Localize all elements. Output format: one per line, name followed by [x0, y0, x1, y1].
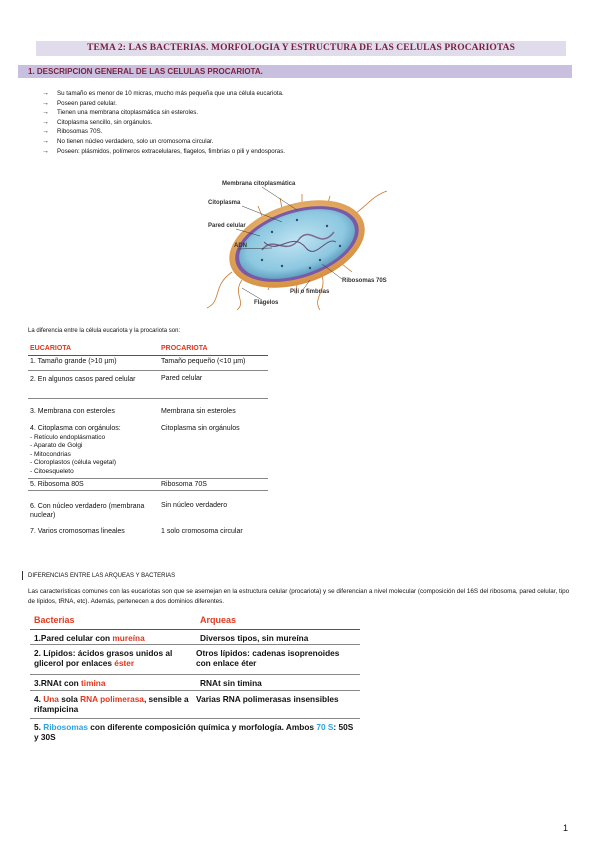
label-flagelos: Flagelos: [254, 300, 279, 306]
list-item: → Ribosomas 70S.: [42, 128, 103, 136]
table1-head-right: PROCARIOTA: [161, 345, 208, 352]
list-item: → Poseen: plásmidos, polímeros extracelulares, flagelos, fimbrias o pili y endosporas.: [42, 147, 286, 155]
page-title: TEMA 2: LAS BACTERIAS. MORFOLOGIA Y ESTRUCTURA DE LAS CELULAS PROCARIOTAS: [36, 41, 566, 56]
text-cursor: [22, 571, 23, 580]
arrow-icon: →: [42, 128, 49, 136]
label-adn: ADN: [234, 243, 247, 249]
table-row: 4. Citoplasma con orgánulos: - Retículo endoplásmatico - Aparato de Golgi - Mitocondrias - Cloroplastos (célula vegetal) - Citoesqueleto Citoplasma sin orgánulos: [28, 421, 268, 479]
table2-head-left: Bacterias: [34, 615, 75, 625]
table1-head-left: EUCARIOTA: [30, 345, 72, 352]
table-row: 5. Ribosomas con diferente composición química y morfología. Ambos 70 S: 50S y 30S: [34, 722, 354, 742]
list-item: → Poseen pared celular.: [42, 99, 117, 107]
arrow-icon: →: [42, 137, 49, 145]
table-row: 4. Una sola RNA polimerasa, sensible a rifampicina Varias RNA polimerasas insensibles: [30, 691, 360, 719]
table-row: 5. Ribosoma 80S Ribosoma 70S: [28, 479, 268, 491]
bullet-list: [42, 89, 285, 156]
arrow-icon: →: [42, 90, 49, 97]
label-ribosomas: Ribosomas 70S: [342, 278, 387, 284]
table-row: 1.Pared celular con mureína Diversos tipos, sin mureína: [30, 630, 360, 645]
eucariota-procariota-table: [28, 345, 268, 542]
page-number: 1: [563, 823, 569, 833]
label-citoplasma: Citoplasma: [208, 200, 241, 206]
arrow-icon: →: [42, 99, 49, 107]
arrow-icon: →: [42, 109, 49, 117]
table-row: 1. Tamaño grande (>10 µm) Tamaño pequeño (<10 µm): [28, 356, 268, 371]
bacterias-arqueas-table: [30, 615, 360, 742]
table-row: 2. Lípidos: ácidos grasos unidos al glicerol por enlaces éster Otros lípidos: cadenas isoprenoides con enlace éter: [30, 645, 360, 675]
section-heading-1: 1. DESCRIPCION GENERAL DE LAS CELULAS PROCARIOTA.: [18, 65, 572, 78]
table1-intro: La diferencia entre la célula eucariota y la procariota son:: [28, 328, 181, 334]
list-item: → Tienen una membrana citoplasmática sin esteroles.: [42, 109, 199, 117]
table-row: 7. Varios cromosomas lineales 1 solo cromosoma circular: [30, 528, 243, 535]
bacterium-diagram: [202, 176, 392, 312]
label-pared: Pared celular: [208, 223, 246, 229]
table-row: 3. Membrana con esteroles Membrana sin esteroles: [30, 408, 236, 415]
list-item: → Su tamaño es menor de 10 micras, mucho más pequeña que una célula eucariota.: [42, 90, 284, 97]
arrow-icon: →: [42, 147, 49, 155]
arrow-icon: →: [42, 118, 49, 126]
label-pili: Pili o fimbrias: [290, 289, 330, 295]
table-row: 6. Con núcleo verdadero (membrana nuclear) Sin núcleo verdadero: [30, 502, 228, 519]
label-membrana: Membrana citoplasmática: [222, 181, 296, 187]
table-row: 2. En algunos casos pared celular Pared celular: [28, 371, 268, 399]
section-heading-2: DIFERENCIAS ENTRE LAS ARQUEAS Y BACTERIAS: [28, 573, 176, 579]
table2-head-right: Arqueas: [200, 615, 237, 625]
list-item: → No tienen núcleo verdadero, solo un cromosoma circular.: [42, 137, 214, 145]
paragraph: Las características comunes con las eucariotas son que se asemejan en la estructura celular (procariota) y se diferencian a nivel molecular (composición del 16S del ribosoma, pared celular, tipo de lípidos, tRNA, etc). Además, pertenecen a dos dominios diferentes.: [28, 588, 570, 605]
list-item: → Citoplasma sencillo, sin orgánulos.: [42, 118, 153, 126]
table-row: 3.RNAt con timina RNAt sin timina: [30, 675, 360, 691]
